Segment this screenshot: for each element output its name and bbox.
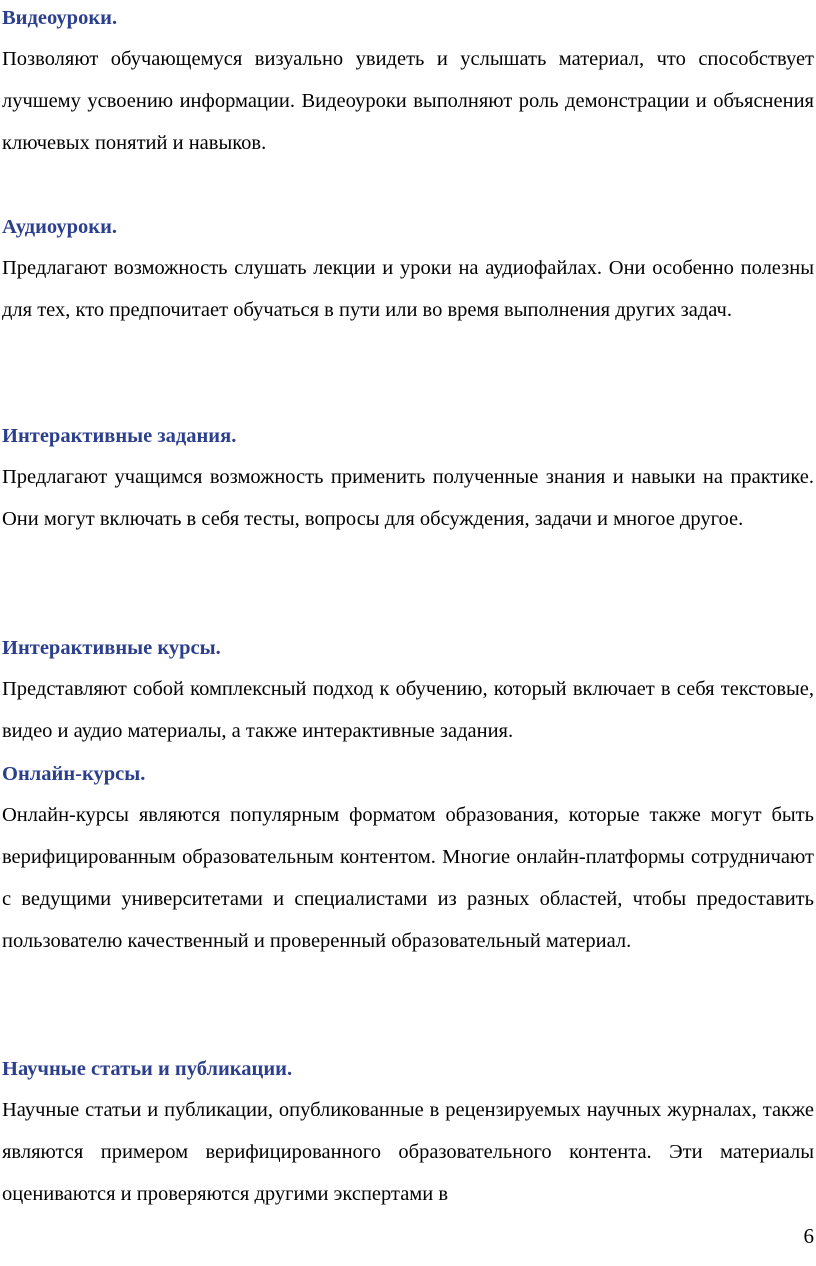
section-text-interactive-courses: Представляют собой комплексный подход к обучению, который включает в себя текстовые, видео и аудио материалы, а также интерактивные задания.: [2, 678, 814, 742]
section-text-interactive-tasks: Предлагают учащимся возможность применить полученные знания и навыки на практике. Они могут включать в себя тесты, вопросы для обсуждения, задачи и многое другое.: [2, 466, 814, 530]
section-heading-online-courses: Онлайн-курсы.: [2, 763, 146, 785]
section-heading-videolessons: Видеоуроки.: [2, 7, 118, 29]
section-text-scientific-articles: Научные статьи и публикации, опубликованные в рецензируемых научных журналах, также являются примером верифицированного образовательного контента. Эти материалы оцениваются и проверяются другими экспертами в: [2, 1099, 814, 1205]
section-heading-scientific-articles: Научные статьи и публикации.: [2, 1058, 293, 1080]
section-heading-audiolessons: Аудиоуроки.: [2, 216, 118, 238]
section-text-audiolessons: Предлагают возможность слушать лекции и уроки на аудиофайлах. Они особенно полезны для тех, кто предпочитает обучаться в пути или во время выполнения других задач.: [2, 257, 814, 321]
page-number: 6: [803, 1224, 814, 1248]
section-text-videolessons: Позволяют обучающемуся визуально увидеть и услышать материал, что способствует лучшему усвоению информации. Видеоуроки выполняют роль демонстрации и объяснения ключевых понятий и навыков.: [2, 48, 814, 154]
section-heading-interactive-courses: Интерактивные курсы.: [2, 637, 221, 659]
section-heading-interactive-tasks: Интерактивные задания.: [2, 425, 237, 447]
section-text-online-courses: Онлайн-курсы являются популярным форматом образования, которые также могут быть верифицированным образовательным контентом. Многие онлайн-платформы сотрудничают с ведущими университетами и специалистами из разных областей, чтобы предоставить пользователю качественный и проверенный образовательный материал.: [2, 804, 814, 952]
